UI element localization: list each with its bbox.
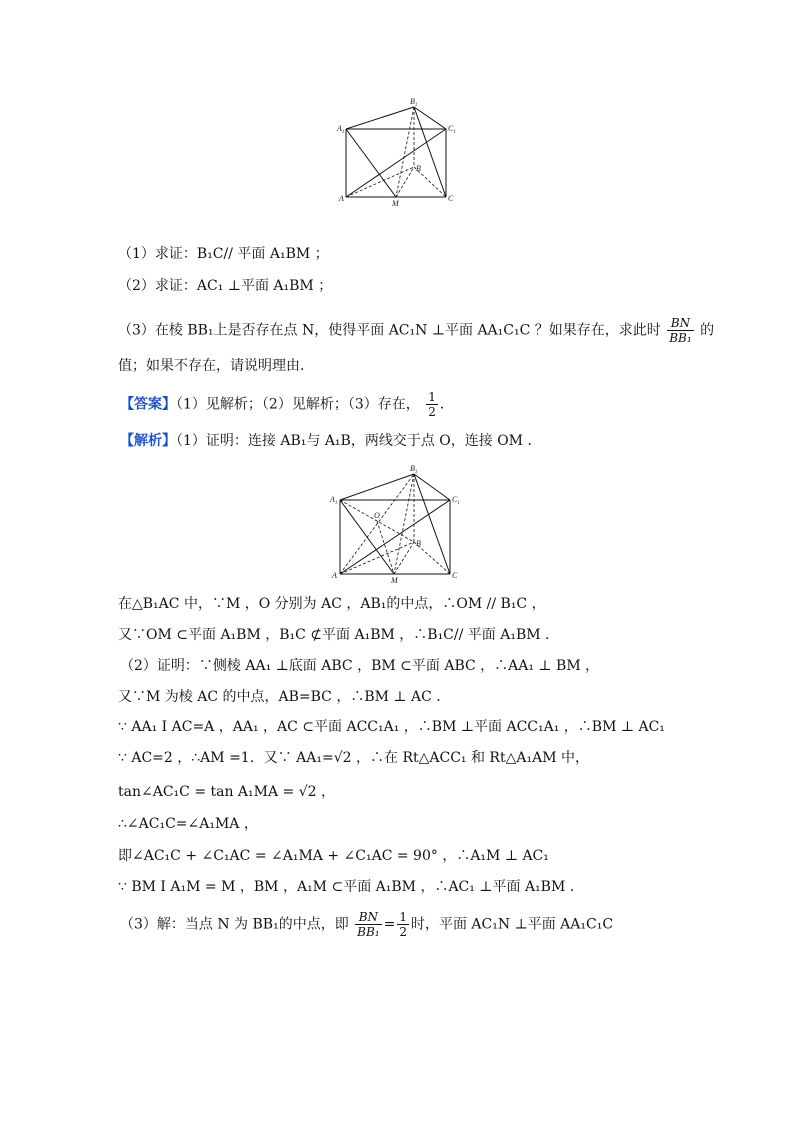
label-M: M	[391, 576, 398, 585]
analysis-line-12	[120, 910, 613, 939]
analysis-12-numerator: BN	[355, 910, 381, 925]
fraction-denominator: BB₁	[669, 331, 692, 345]
label-O: O	[374, 511, 380, 520]
label-B1: $B_1$	[410, 464, 418, 475]
analysis-line-3: 又∵OM ⊂平面 A₁BM ，B₁C ⊄平面 A₁BM ，∴B₁C// 平面 A₁BM ．	[118, 627, 560, 643]
question-3-text: （3）在棱 BB₁上是否存在点 N，使得平面 AC₁N ⊥平面 AA₁C₁C ？如果存在，求此时	[118, 322, 661, 339]
question-1: （1）求证：B₁C// 平面 A₁BM ；	[118, 246, 329, 262]
label-C1: $C_1$	[448, 124, 456, 135]
analysis-line-1	[120, 431, 541, 451]
question-2: （2）求证：AC₁ ⊥平面 A₁BM ；	[118, 278, 333, 294]
prism-figure-1	[336, 95, 461, 207]
analysis-line-11: ∵ BM I A₁M = M ，BM ，A₁M ⊂平面 A₁BM ，∴AC₁ ⊥平面 A₁BM ．	[118, 879, 584, 895]
analysis-12-fraction-2	[397, 910, 409, 939]
answer-end: ．	[439, 396, 454, 413]
label-B: B	[416, 164, 421, 173]
analysis-line-8: tan∠AC₁C = tan A₁MA = √2 ，	[118, 784, 336, 800]
analysis-12-denominator: BB₁	[357, 925, 380, 939]
analysis-text-1: （1）证明：连接 AB₁与 A₁B，两线交于点 O，连接 OM ．	[176, 433, 542, 449]
answer-fraction-denominator: 2	[428, 405, 436, 419]
label-B1: $B_1$	[410, 97, 418, 108]
label-C: C	[452, 571, 458, 580]
label-B: B	[416, 539, 421, 548]
question-3-end: 的	[700, 322, 715, 339]
analysis-12-post: 时，平面 AC₁N ⊥平面 AA₁C₁C	[410, 916, 614, 933]
prism-figure-2	[328, 460, 468, 586]
label-C1: $C_1$	[452, 495, 460, 506]
answer-fraction-numerator: 1	[428, 390, 436, 404]
analysis-12-pre: （3）解：当点 N 为 BB₁的中点，即	[120, 916, 349, 933]
fraction-numerator: BN	[667, 316, 693, 331]
analysis-line-10: 即∠AC₁C + ∠C₁AC = ∠A₁MA + ∠C₁AC = 90° ，∴A₁M ⊥ AC₁	[118, 848, 549, 864]
question-3-fraction	[667, 316, 693, 345]
prism-diagram-2	[328, 460, 468, 586]
analysis-line-7: ∵ AC=2 ，∴AM =1．又∵ AA₁=√2 ，∴在 Rt△ACC₁ 和 Rt△A₁AM 中，	[118, 750, 589, 766]
label-M: M	[392, 199, 399, 207]
analysis-12-denominator-2: 2	[399, 925, 407, 939]
analysis-12-fraction	[355, 910, 381, 939]
question-3-continued: 值；如果不存在，请说明理由．	[118, 358, 314, 374]
analysis-line-2: 在△B₁AC 中，∵M ，O 分别为 AC ，AB₁的中点，∴OM // B₁C ，	[118, 596, 546, 612]
label-C: C	[448, 194, 454, 203]
answer-tag: 【答案】	[120, 396, 176, 413]
label-A: A	[332, 571, 337, 580]
answer-line	[120, 390, 454, 419]
answer-text: （1）见解析；（2）见解析；（3）存在，	[176, 396, 420, 413]
label-A1: $A_1$	[330, 495, 338, 506]
analysis-12-equals: =	[383, 916, 396, 933]
analysis-line-5: 又∵M 为棱 AC 的中点，AB=BC ，∴BM ⊥ AC ．	[118, 689, 451, 705]
label-A1: $A_1$	[337, 124, 345, 135]
analysis-12-numerator-2: 1	[399, 910, 407, 924]
prism-diagram-1	[336, 95, 461, 207]
analysis-line-6: ∵ AA₁ I AC=A ，AA₁ ，AC ⊂平面 ACC₁A₁ ，∴BM ⊥平面 ACC₁A₁ ，∴BM ⊥ AC₁	[118, 719, 665, 735]
analysis-tag: 【解析】	[120, 433, 176, 449]
analysis-line-9: ∴∠AC₁C=∠A₁MA ，	[118, 816, 258, 832]
analysis-line-4: （2）证明：∵侧棱 AA₁ ⊥底面 ABC ，BM ⊂平面 ABC ，∴AA₁ ⊥ BM ，	[120, 658, 600, 674]
answer-fraction	[426, 390, 438, 419]
label-A: A	[339, 194, 344, 203]
question-3	[118, 316, 714, 345]
